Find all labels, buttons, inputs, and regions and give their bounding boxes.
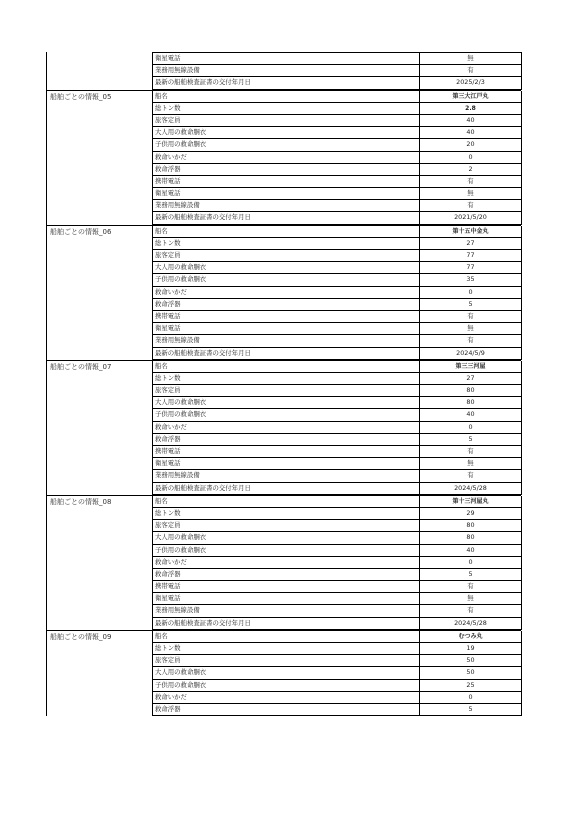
row-key: 救命浮器 [153,434,420,445]
row-key: 総トン数 [153,103,420,114]
row-key: 最新の船舶検査証書の交付年月日 [153,618,420,629]
group-label: 船舶ごとの情報_05 [50,92,112,101]
row-value: 77 [420,262,522,273]
group-rows [152,496,522,630]
row-value: 第十三河屋丸 [420,496,522,507]
table-row [153,335,522,347]
row-value: 0 [420,557,522,568]
row-key: 携帯電話 [153,446,420,457]
row-value: 有 [420,581,522,592]
row-value: むつみ丸 [420,631,522,642]
row-value: 無 [420,323,522,334]
ship-info-group [46,225,521,360]
table-row [153,65,522,77]
table-row [153,311,522,323]
row-key: 救命いかだ [153,152,420,163]
row-key: 総トン数 [153,643,420,654]
row-value: 40 [420,127,522,138]
row-key: 業務用無線設備 [153,65,420,76]
group-rows [152,226,522,360]
row-value: 有 [420,65,522,76]
row-value: 5 [420,569,522,580]
table-row [153,532,522,544]
row-value: 80 [420,385,522,396]
table-row [153,704,522,716]
row-key: 携帯電話 [153,176,420,187]
table-row [153,299,522,311]
table-row [153,422,522,434]
group-left-border [46,631,47,716]
group-label: 船舶ごとの情報_06 [50,227,112,236]
row-value: 0 [420,152,522,163]
table-row [153,434,522,446]
row-key: 旅客定員 [153,385,420,396]
table-row [153,127,522,139]
table-row [153,53,522,65]
row-key: 最新の船舶検査証書の交付年月日 [153,77,420,88]
ship-info-group [46,52,521,90]
row-key: 業務用無線設備 [153,605,420,616]
row-key: 業務用無線設備 [153,470,420,481]
table-row [153,287,522,299]
row-key: 業務用無線設備 [153,200,420,211]
group-rows [152,361,522,495]
group-left-border [46,91,47,225]
table-row [153,692,522,704]
row-key: 救命いかだ [153,287,420,298]
row-key: 救命浮器 [153,569,420,580]
row-key: 子供用の救命胴衣 [153,680,420,691]
table-row [153,361,522,373]
table-row [153,397,522,409]
table-row [153,77,522,89]
row-value: 第三大江戸丸 [420,91,522,102]
row-value: 0 [420,692,522,703]
row-key: 救命浮器 [153,704,420,715]
row-key: 大人用の救命胴衣 [153,262,420,273]
table-row [153,545,522,557]
row-value: 27 [420,373,522,384]
row-key: 大人用の救命胴衣 [153,397,420,408]
table-row [153,385,522,397]
row-key: 大人用の救命胴衣 [153,127,420,138]
table-row [153,496,522,508]
row-value: 2024/5/9 [420,348,522,359]
table-row [153,373,522,385]
table-row [153,446,522,458]
row-value: 第十五中金丸 [420,226,522,237]
table-row [153,348,522,360]
row-key: 船名 [153,361,420,372]
table-row [153,483,522,495]
table-row [153,91,522,103]
table-row [153,409,522,421]
row-value: 50 [420,655,522,666]
group-rows [152,52,522,90]
ship-info-group [46,630,521,716]
row-value: 有 [420,311,522,322]
table-row [153,631,522,643]
group-left-border [46,361,47,495]
row-value: 有 [420,470,522,481]
row-value: 有 [420,335,522,346]
table-row [153,520,522,532]
row-key: 携帯電話 [153,581,420,592]
table-row [153,323,522,335]
row-key: 最新の船舶検査証書の交付年月日 [153,348,420,359]
table-row [153,226,522,238]
row-value: 有 [420,446,522,457]
table-row [153,176,522,188]
row-value: 40 [420,409,522,420]
ship-info-table [46,52,521,716]
table-row [153,569,522,581]
row-key: 船名 [153,496,420,507]
table-row [153,557,522,569]
table-row [153,680,522,692]
table-row [153,655,522,667]
row-key: 子供用の救命胴衣 [153,545,420,556]
table-row [153,470,522,482]
row-value: 80 [420,397,522,408]
row-value: 80 [420,532,522,543]
row-value: 50 [420,667,522,678]
row-key: 衛星電話 [153,53,420,64]
group-left-border [46,52,47,90]
row-value: 2025/2/3 [420,77,522,88]
table-row [153,605,522,617]
row-key: 最新の船舶検査証書の交付年月日 [153,483,420,494]
table-row [153,200,522,212]
table-row [153,667,522,679]
table-row [153,103,522,115]
row-value: 40 [420,115,522,126]
row-key: 子供用の救命胴衣 [153,409,420,420]
row-value: 77 [420,250,522,261]
row-value: 40 [420,545,522,556]
table-row [153,212,522,224]
group-rows [152,91,522,225]
row-key: 旅客定員 [153,115,420,126]
row-key: 救命いかだ [153,692,420,703]
row-key: 救命浮器 [153,164,420,175]
row-key: 子供用の救命胴衣 [153,139,420,150]
table-row [153,115,522,127]
row-key: 業務用無線設備 [153,335,420,346]
row-value: 0 [420,287,522,298]
ship-info-group [46,360,521,495]
row-key: 救命いかだ [153,557,420,568]
row-value: 有 [420,605,522,616]
group-left-border [46,226,47,360]
table-row [153,139,522,151]
table-row [153,643,522,655]
row-key: 子供用の救命胴衣 [153,274,420,285]
row-value: 5 [420,299,522,310]
row-key: 大人用の救命胴衣 [153,667,420,678]
row-key: 救命いかだ [153,422,420,433]
row-key: 旅客定員 [153,250,420,261]
table-row [153,250,522,262]
row-key: 船名 [153,226,420,237]
row-key: 船名 [153,91,420,102]
group-left-border [46,496,47,630]
row-key: 衛星電話 [153,323,420,334]
group-label: 船舶ごとの情報_09 [50,632,112,641]
row-value: 20 [420,139,522,150]
row-value: 19 [420,643,522,654]
row-key: 携帯電話 [153,311,420,322]
row-value: 2024/5/28 [420,618,522,629]
row-value: 0 [420,422,522,433]
row-value: 無 [420,53,522,64]
row-value: 25 [420,680,522,691]
table-row [153,581,522,593]
row-value: 無 [420,593,522,604]
row-value: 80 [420,520,522,531]
row-key: 船名 [153,631,420,642]
row-key: 最新の船舶検査証書の交付年月日 [153,212,420,223]
table-row [153,593,522,605]
row-value: 27 [420,238,522,249]
table-row [153,508,522,520]
row-value: 2024/5/28 [420,483,522,494]
row-key: 総トン数 [153,508,420,519]
row-key: 衛星電話 [153,188,420,199]
row-value: 5 [420,434,522,445]
row-value: 2.8 [420,103,522,114]
row-value: 29 [420,508,522,519]
row-key: 大人用の救命胴衣 [153,532,420,543]
table-row [153,164,522,176]
row-value: 第三三河屋 [420,361,522,372]
row-key: 衛星電話 [153,458,420,469]
row-value: 2021/5/20 [420,212,522,223]
row-value: 2 [420,164,522,175]
table-row [153,458,522,470]
row-key: 救命浮器 [153,299,420,310]
row-value: 有 [420,176,522,187]
ship-info-group [46,495,521,630]
table-row [153,188,522,200]
table-row [153,262,522,274]
ship-info-group [46,90,521,225]
table-row [153,238,522,250]
row-value: 無 [420,188,522,199]
row-key: 衛星電話 [153,593,420,604]
row-key: 総トン数 [153,238,420,249]
row-key: 総トン数 [153,373,420,384]
row-value: 有 [420,200,522,211]
row-value: 5 [420,704,522,715]
table-row [153,618,522,630]
row-value: 35 [420,274,522,285]
row-key: 旅客定員 [153,655,420,666]
table-row [153,152,522,164]
row-key: 旅客定員 [153,520,420,531]
group-rows [152,631,522,716]
group-label: 船舶ごとの情報_08 [50,497,112,506]
row-value: 無 [420,458,522,469]
group-label: 船舶ごとの情報_07 [50,362,112,371]
table-row [153,274,522,286]
